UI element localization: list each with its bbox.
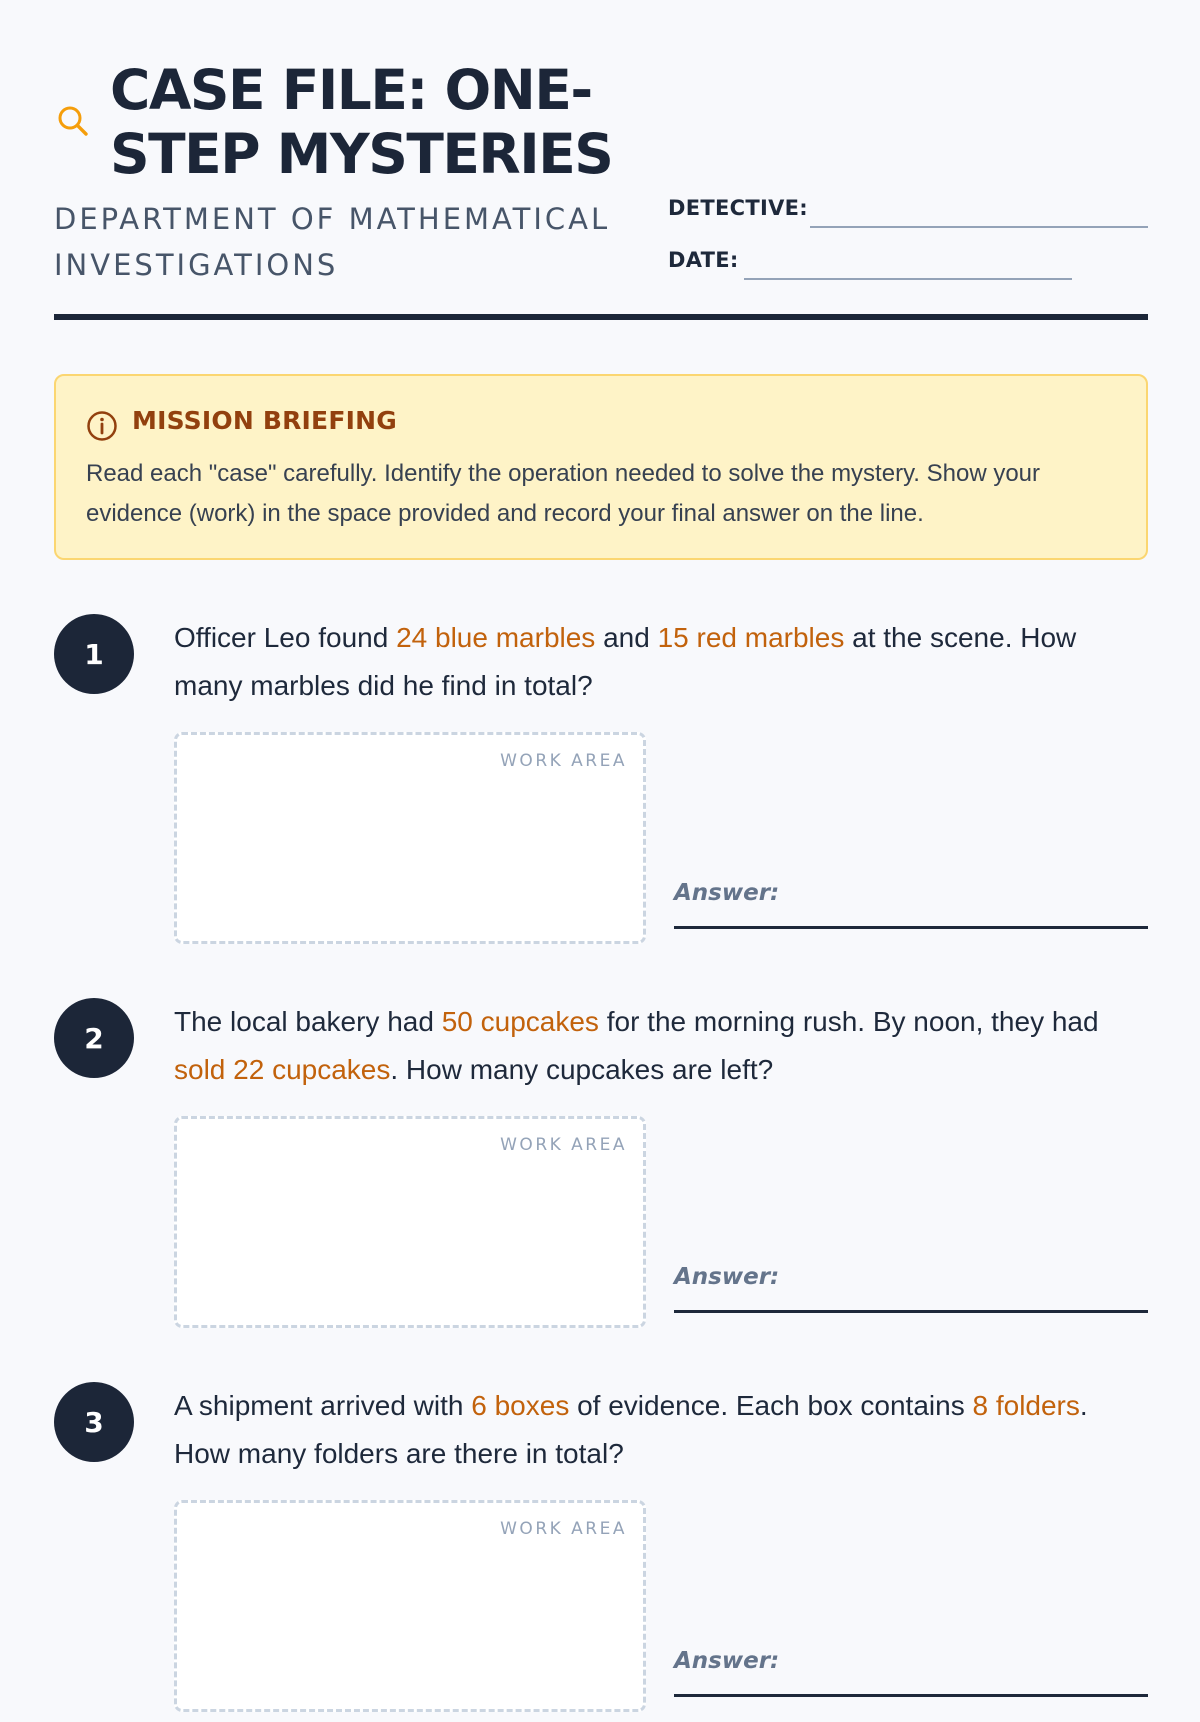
case-number-badge: 3 [54,1382,134,1462]
question-text: for the morning rush. By noon, they had [598,1006,1099,1037]
info-icon [86,410,118,442]
mission-briefing [54,374,1148,560]
question-text: at the scene. How many marbles did he find in total? [174,622,1077,701]
department-name: DEPARTMENT OF MATHEMATICAL INVESTIGATIONS [54,202,611,282]
case-item [54,998,1148,1338]
question-text: Officer Leo found [174,622,397,653]
case-number-badge: 2 [54,998,134,1078]
detective-label: DETECTIVE: [668,196,808,220]
header-divider [54,314,1148,320]
answer-field[interactable] [674,926,1148,929]
question-text: and [595,622,658,653]
question-text: A shipment arrived with [174,1390,472,1421]
date-label: DATE: [668,248,739,272]
question-text: . How many cupcakes are left? [390,1054,774,1085]
answer-field[interactable] [674,1694,1148,1697]
answer-label: Answer: [674,880,780,906]
case-question [174,998,1148,1094]
work-area[interactable] [174,732,646,944]
highlighted-clue: 50 cupcakes [441,1006,599,1037]
question-text: of evidence. Each box contains [569,1390,973,1421]
work-area-label: WORK AREA [500,1135,627,1155]
question-text: . How many folders are there in total? [174,1390,1088,1469]
highlighted-clue: 24 blue marbles [396,622,596,653]
worksheet-page [54,0,1148,1674]
answer-label: Answer: [674,1648,780,1674]
work-area-label: WORK AREA [500,751,627,771]
work-area[interactable] [174,1500,646,1712]
case-item [54,614,1148,954]
detective-field[interactable] [810,226,1148,228]
case-question [174,614,1148,710]
briefing-title: MISSION BRIEFING [132,406,397,435]
date-field[interactable] [744,278,1072,280]
briefing-text: Read each "case" carefully. Identify the operation needed to solve the mystery. Show your evidence (work) in the space provided and record your final answer on the line. [86,460,1041,527]
highlighted-clue: 8 folders [972,1390,1080,1421]
answer-field[interactable] [674,1310,1148,1313]
work-area-label: WORK AREA [500,1519,627,1539]
page-title: CASE FILE: ONE-STEP MYSTERIES [110,58,613,186]
highlighted-clue: sold 22 cupcakes [174,1054,391,1085]
case-item [54,1382,1148,1722]
highlighted-clue: 6 boxes [471,1390,570,1421]
highlighted-clue: 15 red marbles [657,622,845,653]
work-area[interactable] [174,1116,646,1328]
case-question [174,1382,1148,1478]
answer-label: Answer: [674,1264,780,1290]
case-number-badge: 1 [54,614,134,694]
header [54,58,1148,320]
search-icon [56,104,90,138]
question-text: The local bakery had [174,1006,442,1037]
